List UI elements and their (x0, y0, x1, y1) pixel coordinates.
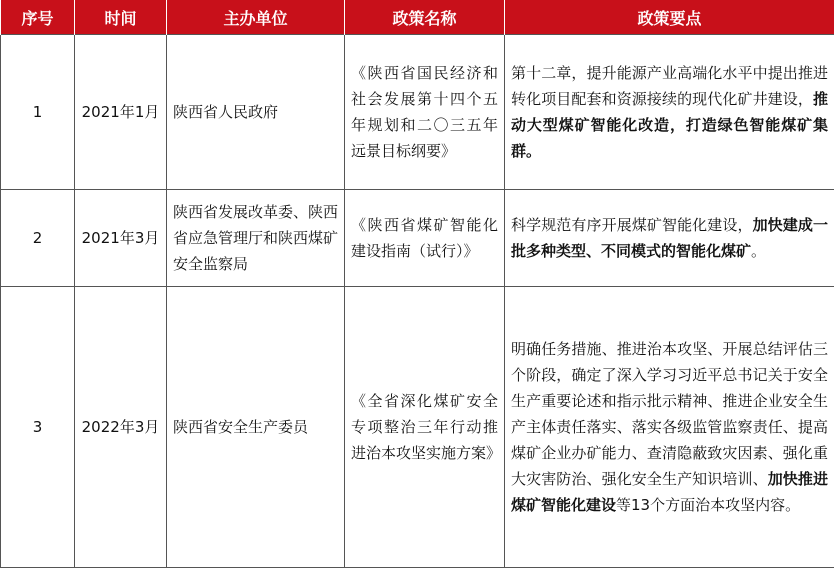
point-text: 科学规范有序开展煤矿智能化建设， (511, 216, 753, 234)
point-text: 明确任务措施、推进治本攻坚、开展总结评估三个阶段，确定了深入学习习近平总书记关于安全生产重要论述和指示批示精神、推进企业安全生产主体责任落实、落实各级监管监察责任、提高煤矿企业办矿能力、查清隐蔽致灾因素、强化重大灾害防治、强化安全生产知识培训、 (511, 340, 828, 488)
row-time: 2021年3月 (75, 190, 167, 287)
row-index: 3 (1, 287, 75, 568)
row-time: 2021年1月 (75, 35, 167, 190)
table-row (1, 190, 834, 287)
header-policy-name: 政策名称 (345, 0, 505, 35)
header-policy-points: 政策要点 (505, 0, 834, 35)
row-policy-points (505, 287, 834, 568)
header-organizer: 主办单位 (167, 0, 345, 35)
header-time: 时间 (75, 0, 167, 35)
row-organizer: 陕西省人民政府 (167, 35, 345, 190)
row-organizer: 陕西省发展改革委、陕西省应急管理厅和陕西煤矿安全监察局 (167, 190, 345, 287)
row-index: 2 (1, 190, 75, 287)
row-policy-name: 《陕西省国民经济和社会发展第十四个五年规划和二〇三五年远景目标纲要》 (345, 35, 505, 190)
row-policy-name: 《陕西省煤矿智能化建设指南（试行）》 (345, 190, 505, 287)
header-index: 序号 (1, 0, 75, 35)
row-index: 1 (1, 35, 75, 190)
point-text-bold: 加快推进煤矿智能化建设 (511, 470, 828, 514)
row-policy-points (505, 190, 834, 287)
row-time: 2022年3月 (75, 287, 167, 568)
row-policy-points (505, 35, 834, 190)
table-row (1, 35, 834, 190)
row-policy-name: 《全省深化煤矿安全专项整治三年行动推进治本攻坚实施方案》 (345, 287, 505, 568)
row-organizer: 陕西省安全生产委员 (167, 287, 345, 568)
table-header-row (1, 0, 834, 35)
point-text: 第十二章，提升能源产业高端化水平中提出推进转化项目配套和资源接续的现代化矿井建设， (511, 64, 828, 108)
point-text: 等13个方面治本攻坚内容。 (616, 496, 801, 514)
table-row (1, 287, 834, 568)
point-text-bold: 加快建成一批多种类型、不同模式的智能化煤矿 (511, 216, 828, 260)
point-text-bold: 推动大型煤矿智能化改造，打造绿色智能煤矿集群。 (511, 90, 828, 160)
point-text: 。 (751, 242, 767, 260)
